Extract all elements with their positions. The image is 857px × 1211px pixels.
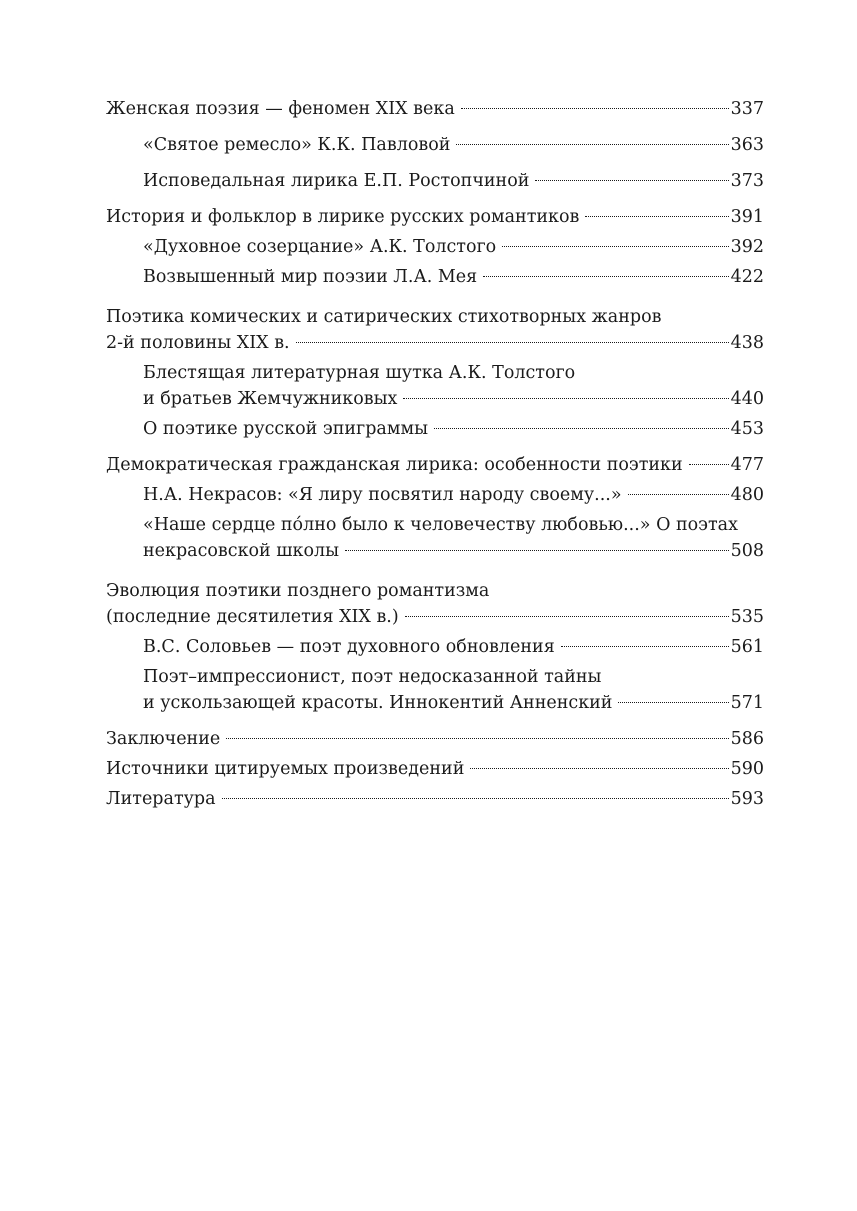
toc-subentry[interactable] [106, 168, 764, 194]
toc-entry-page: 508 [730, 541, 764, 561]
toc-subentry[interactable] [106, 634, 764, 660]
dot-leader [226, 738, 728, 739]
toc-entry-title: «Духовное созерцание» А.К. Толстого [143, 237, 497, 257]
dot-leader [222, 798, 729, 799]
toc-entry-page: 535 [730, 607, 764, 627]
toc-entry[interactable] [106, 726, 764, 752]
toc-entry-title-line2: (последние десятилетия XIX в.) [106, 607, 399, 627]
toc-entry[interactable] [106, 452, 764, 478]
toc-entry-page: 453 [730, 419, 764, 439]
toc-entry-title: «Святое ремесло» К.К. Павловой [143, 135, 451, 155]
toc-entry-title: Возвышенный мир поэзии Л.А. Мея [143, 267, 478, 287]
toc-entry-title-line2: и братьев Жемчужниковых [143, 389, 398, 409]
toc-entry-title-line2: 2-й половины XIX в. [106, 333, 290, 353]
dot-leader [628, 494, 729, 495]
toc-entry-title-line1: Поэтика комических и сатирических стихотворных жанров [106, 307, 662, 327]
dot-leader [461, 108, 729, 109]
dot-leader [345, 550, 729, 551]
toc-entry-title: Демократическая гражданская лирика: особенности поэтики [106, 455, 683, 475]
toc-entry-title: Литература [106, 789, 216, 809]
toc-subentry[interactable] [106, 482, 764, 508]
toc-entry[interactable] [106, 578, 764, 630]
toc-entry-page: 561 [730, 637, 764, 657]
dot-leader [434, 428, 729, 429]
dot-leader [405, 616, 729, 617]
toc-entry-page: 440 [730, 389, 764, 409]
dot-leader [585, 216, 728, 217]
table-of-contents [106, 96, 764, 812]
toc-entry-title-line1: Блестящая литературная шутка А.К. Толстого [143, 363, 576, 383]
dot-leader [618, 702, 728, 703]
toc-entry[interactable] [106, 756, 764, 782]
toc-subentry[interactable] [106, 132, 764, 158]
toc-entry-page: 586 [730, 729, 764, 749]
toc-entry-page: 480 [730, 485, 764, 505]
toc-entry[interactable] [106, 304, 764, 356]
dot-leader [689, 464, 729, 465]
toc-subentry[interactable] [106, 416, 764, 442]
dot-leader [535, 180, 728, 181]
toc-entry-page: 590 [730, 759, 764, 779]
toc-entry-title: В.С. Соловьев — поэт духовного обновления [143, 637, 555, 657]
toc-subentry[interactable] [106, 360, 764, 412]
toc-entry-page: 391 [730, 207, 764, 227]
dot-leader [456, 144, 728, 145]
toc-entry-page: 392 [730, 237, 764, 257]
toc-entry-page: 373 [730, 171, 764, 191]
toc-entry-title-line1: Поэт–импрессионист, поэт недосказанной тайны [143, 667, 602, 687]
toc-entry-page: 571 [730, 693, 764, 713]
toc-entry-page: 593 [730, 789, 764, 809]
toc-entry[interactable] [106, 96, 764, 122]
toc-entry-title: История и фольклор в лирике русских романтиков [106, 207, 580, 227]
toc-entry[interactable] [106, 204, 764, 230]
toc-entry-title-line1: «Наше сердце по́лно было к человечеству любовью...» О поэтах [143, 515, 738, 535]
toc-entry-title-line1: Эволюция поэтики позднего романтизма [106, 581, 490, 601]
toc-entry-page: 337 [730, 99, 764, 119]
dot-leader [561, 646, 729, 647]
toc-entry-page: 477 [730, 455, 764, 475]
toc-entry-title: Н.А. Некрасов: «Я лиру посвятил народу своему...» [143, 485, 622, 505]
toc-subentry[interactable] [106, 234, 764, 260]
toc-subentry[interactable] [106, 512, 764, 564]
toc-subentry[interactable] [106, 664, 764, 716]
toc-entry-title: Источники цитируемых произведений [106, 759, 465, 779]
dot-leader [502, 246, 728, 247]
toc-entry-page: 363 [730, 135, 764, 155]
dot-leader [403, 398, 728, 399]
toc-entry-title-line2: и ускользающей красоты. Иннокентий Анненский [143, 693, 613, 713]
dot-leader [296, 342, 729, 343]
toc-entry-title: О поэтике русской эпиграммы [143, 419, 428, 439]
toc-entry-title: Женская поэзия — феномен XIX века [106, 99, 455, 119]
toc-entry-title-line2: некрасовской школы [143, 541, 340, 561]
toc-entry-title: Исповедальная лирика Е.П. Ростопчиной [143, 171, 530, 191]
dot-leader [483, 276, 728, 277]
toc-entry-page: 438 [730, 333, 764, 353]
toc-subentry[interactable] [106, 264, 764, 290]
dot-leader [470, 768, 728, 769]
toc-entry[interactable] [106, 786, 764, 812]
toc-entry-title: Заключение [106, 729, 221, 749]
toc-entry-page: 422 [730, 267, 764, 287]
